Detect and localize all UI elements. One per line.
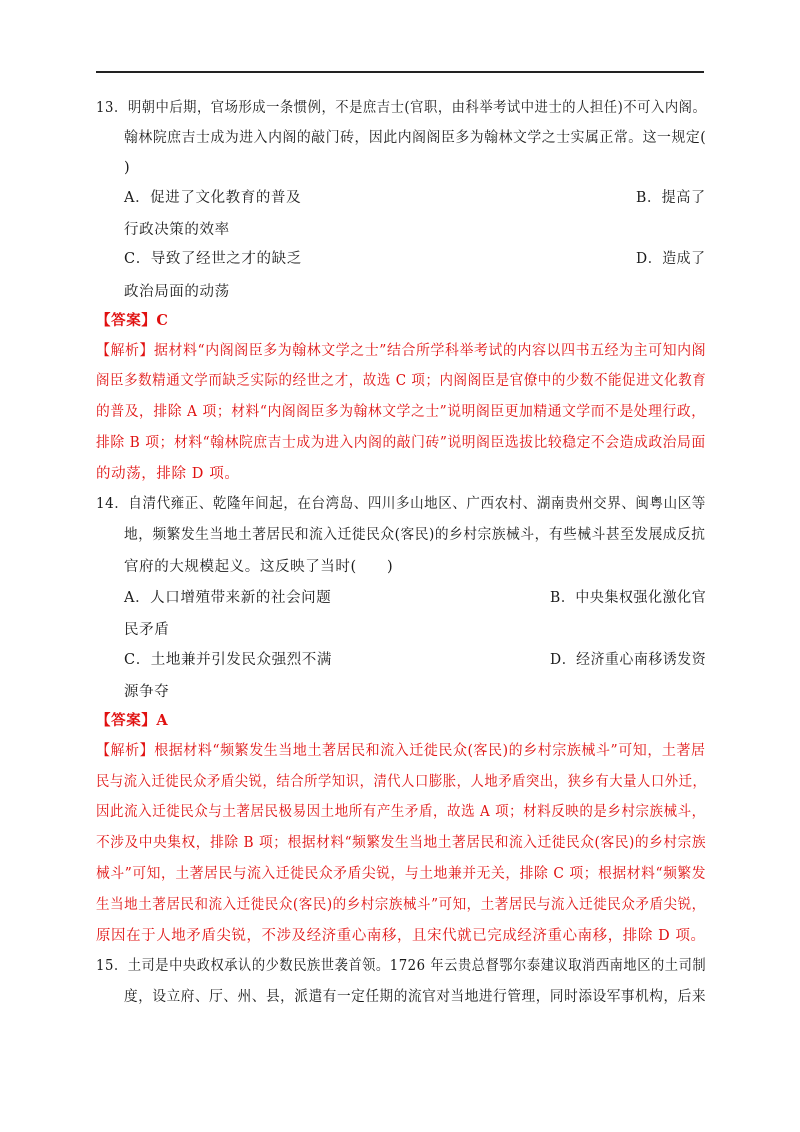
- q14-stem-line-1: 14．自清代雍正、乾隆年间起，在台湾岛、四川多山地区、广西农村、湖南贵州交界、闽粤山区等: [96, 496, 706, 512]
- q13-option-a: A．促进了文化教育的普及: [124, 190, 302, 206]
- q14-option-d: D．经济重心南移诱发资: [550, 652, 707, 668]
- q14-option-b-continued: 民矛盾: [124, 622, 170, 638]
- q13-analysis-line-2: 阁臣多数精通文学而缺乏实际的经世之才，故选 C 项；内阁阁臣是官僚中的少数不能促进文化教育: [96, 373, 707, 389]
- q14-analysis-line-3: 因此流入迁徙民众与土著居民极易因土地所有产生矛盾，故选 A 项；材料反映的是乡村宗族械斗，: [96, 804, 706, 820]
- q14-stem-line-2: 地，频繁发生当地土著居民和流入迁徙民众(客民)的乡村宗族械斗，有些械斗甚至发展成反抗: [124, 527, 706, 543]
- q13-analysis-line-3: 的普及，排除 A 项；材料“内阁阁臣多为翰林文学之士”说明阁臣更加精通文学而不是处理行政，: [96, 404, 706, 420]
- q13-analysis-line-5: 的动荡，排除 D 项。: [96, 466, 240, 482]
- q14-analysis-line-1: 【解析】根据材料“频繁发生当地土著居民和流入迁徙民众(客民)的乡村宗族械斗”可知，土著居: [96, 743, 706, 759]
- q13-option-b-continued: 行政决策的效率: [124, 222, 230, 238]
- q13-stem-line-3: ): [124, 160, 131, 176]
- q14-option-c: C．土地兼并引发民众强烈不满: [124, 652, 332, 668]
- q14-answer: 【答案】A: [96, 712, 169, 729]
- q13-stem-line-1: 13．明朝中后期，官场形成一条惯例，不是庶吉士(官职，由科举考试中进士的人担任)不可入内阁。: [96, 100, 707, 116]
- q13-analysis-line-4: 排除 B 项；材料“翰林院庶吉士成为进入内阁的敲门砖”说明阁臣选拔比较稳定不会造成政治局面: [96, 435, 706, 451]
- q13-option-d: D．造成了: [636, 251, 706, 267]
- q14-analysis-line-2: 民与流入迁徙民众矛盾尖锐，结合所学知识，清代人口膨胀，人地矛盾突出，狭乡有大量人口外迁，: [96, 774, 707, 790]
- q13-analysis-line-1: 【解析】据材料“内阁阁臣多为翰林文学之士”结合所学科举考试的内容以四书五经为主可知内阁: [96, 343, 707, 359]
- q15-stem-line-2: 度，设立府、厅、州、县，派遣有一定任期的流官对当地进行管理，同时添设军事机构，后来: [124, 989, 707, 1005]
- q14-analysis-line-4: 不涉及中央集权，排除 B 项；根据材料“频繁发生当地土著居民和流入迁徙民众(客民)的乡村宗族: [96, 835, 707, 851]
- q13-option-d-continued: 政治局面的动荡: [124, 284, 230, 300]
- q15-stem-line-1: 15．土司是中央政权承认的少数民族世袭首领。1726 年云贵总督鄂尔泰建议取消西南地区的土司制: [96, 958, 707, 974]
- q14-analysis-line-7: 原因在于人地矛盾尖锐，不涉及经济重心南移，且宋代就已完成经济重心南移，排除 D 项。: [96, 928, 706, 944]
- q14-option-b: B．中央集权强化激化官: [550, 590, 707, 606]
- q13-stem-line-2: 翰林院庶吉士成为进入内阁的敲门砖，因此内阁阁臣多为翰林文学之士实属正常。这一规定(: [124, 130, 707, 146]
- q14-analysis-line-5: 械斗”可知，土著居民与流入迁徙民众矛盾尖锐，与土地兼并无关，排除 C 项；根据材料“频繁发: [96, 866, 707, 882]
- q13-option-b: B．提高了: [636, 190, 706, 206]
- header-rule: [96, 71, 704, 73]
- q13-option-c: C．导致了经世之才的缺乏: [124, 251, 302, 267]
- q13-answer: 【答案】C: [96, 312, 169, 329]
- q14-analysis-line-6: 生当地土著居民和流入迁徙民众(客民)的乡村宗族械斗”可知，土著居民与流入迁徙民众矛盾尖锐，: [96, 897, 706, 913]
- q14-stem-line-3: 官府的大规模起义。这反映了当时( ): [124, 559, 394, 575]
- q14-option-a: A．人口增殖带来新的社会问题: [124, 590, 332, 606]
- q14-option-d-continued: 源争夺: [124, 684, 170, 700]
